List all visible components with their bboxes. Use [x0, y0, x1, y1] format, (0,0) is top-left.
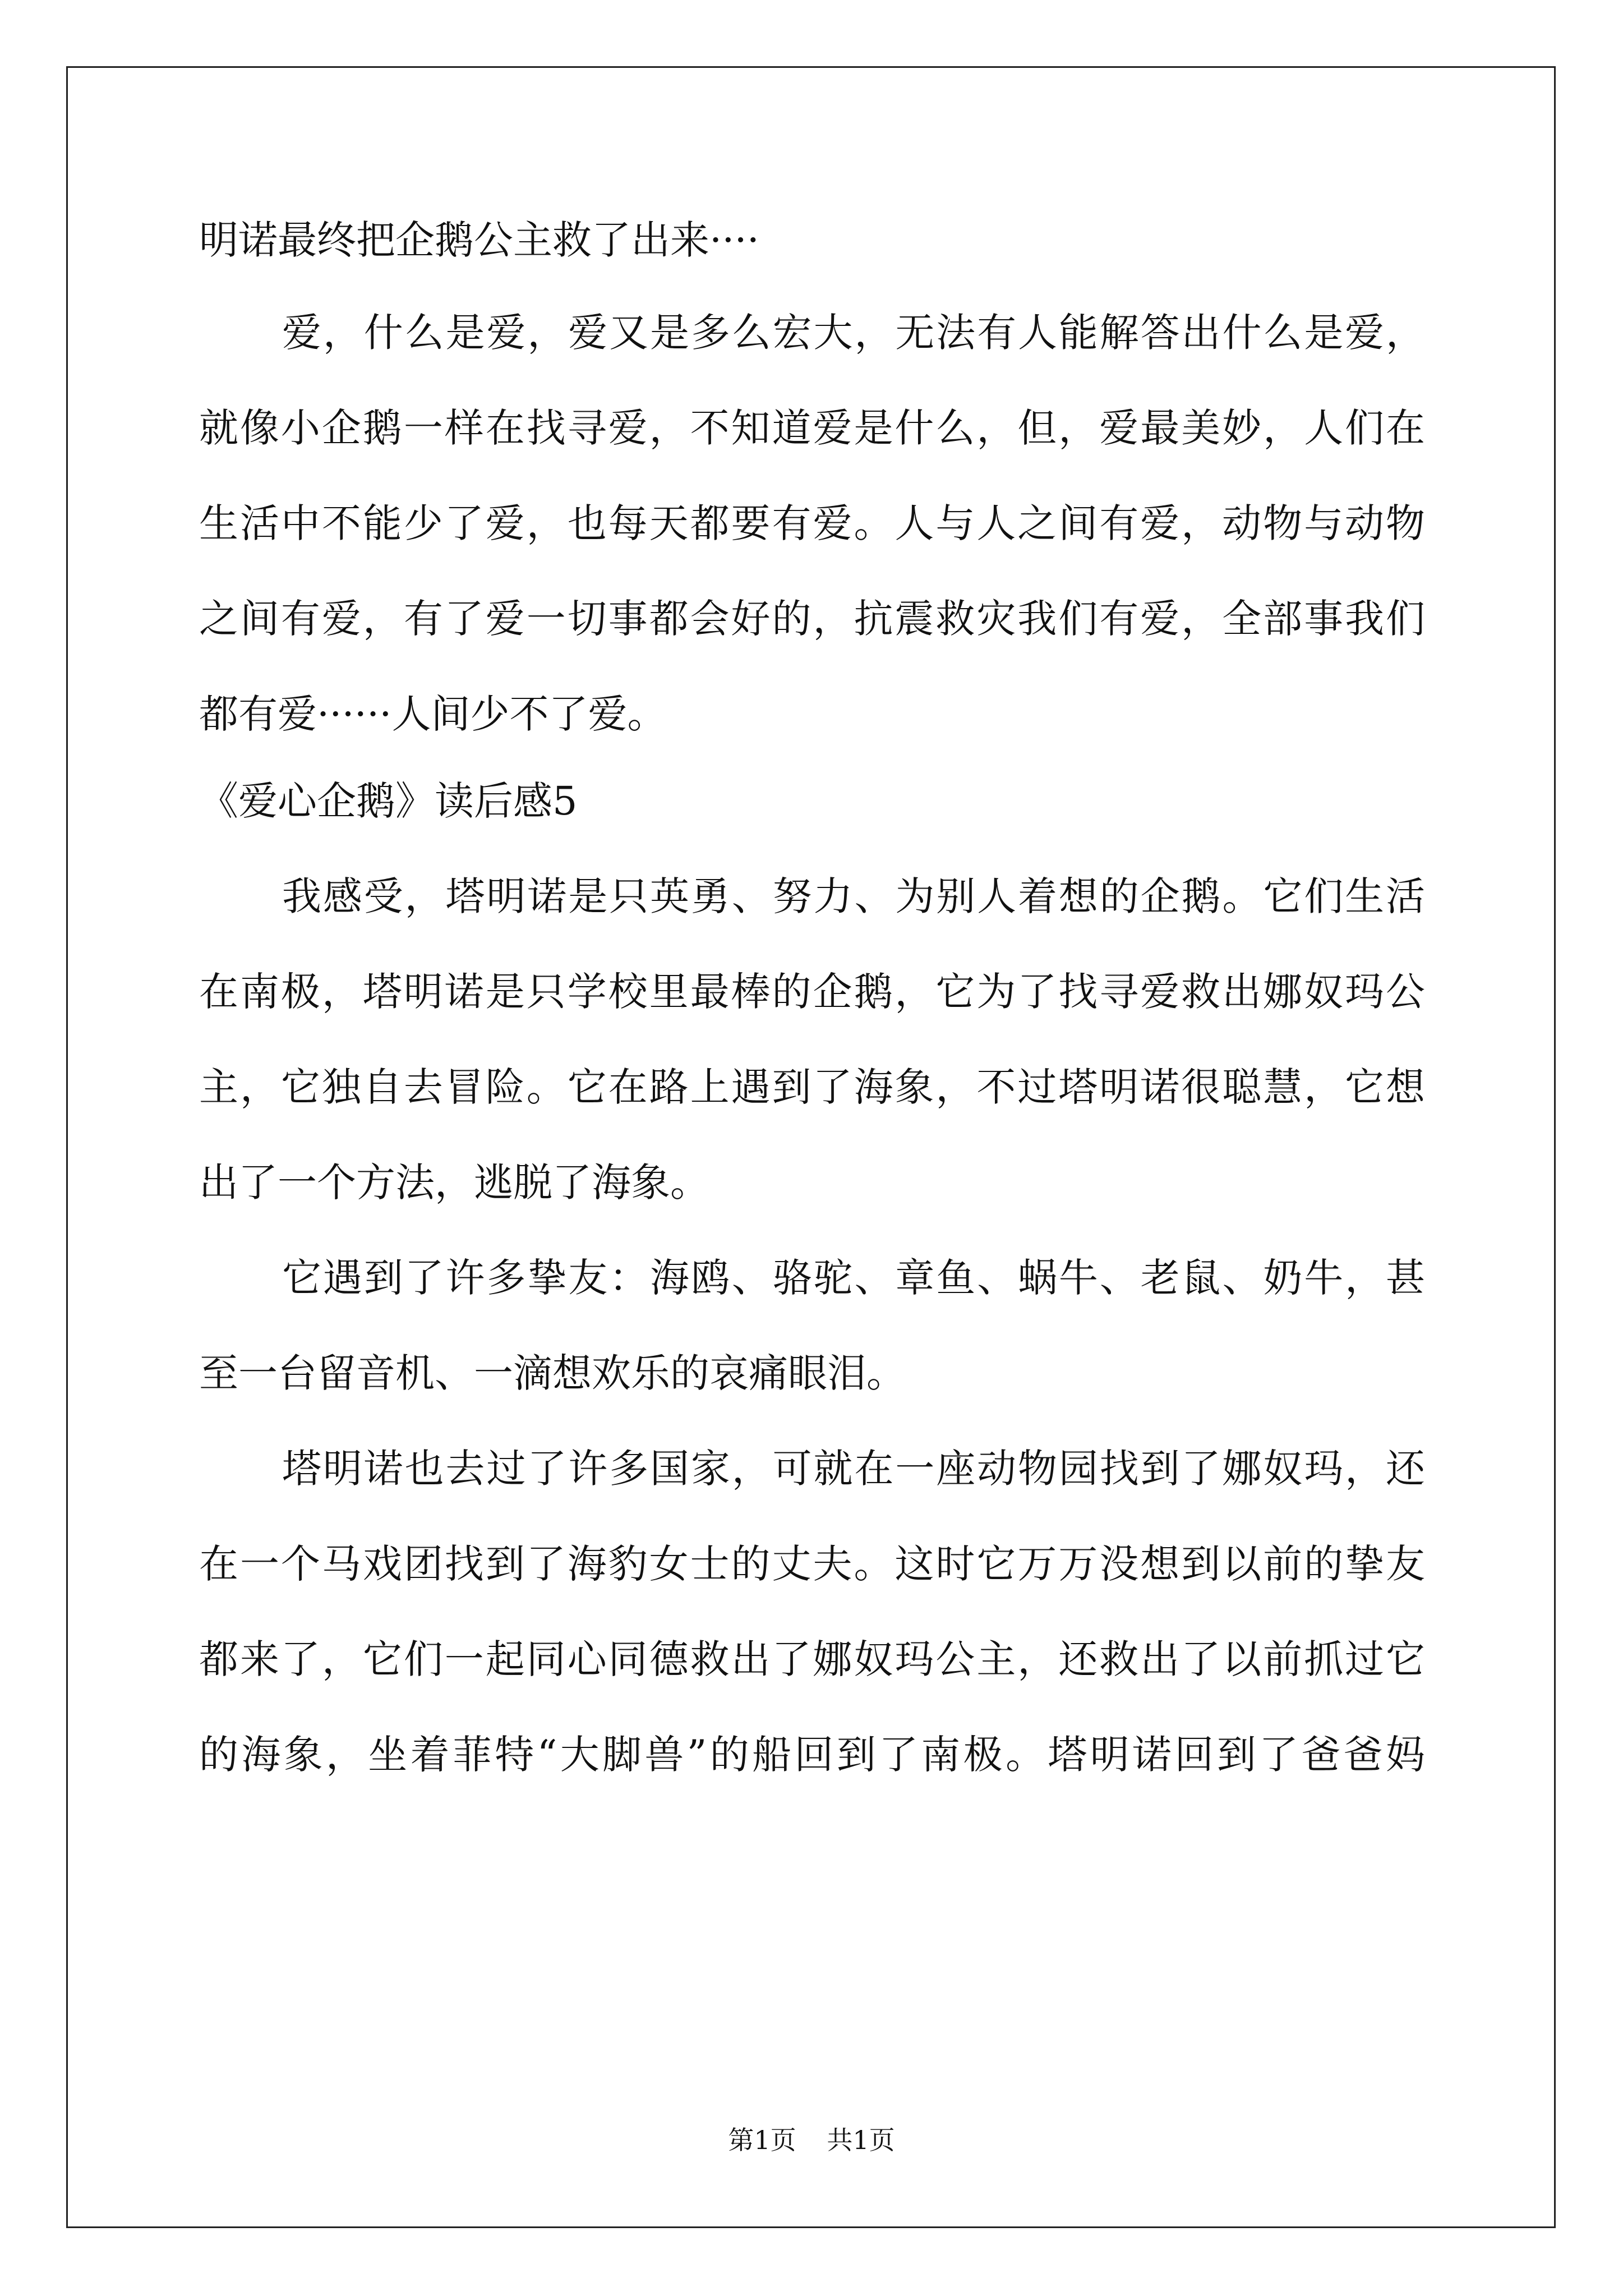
text-line: 至一台留音机、一滴想欢乐的哀痛眼泪。 [199, 1350, 906, 1396]
text-line: 都来了，它们一起同心同德救出了娜奴玛公主，还救出了以前抓过它 [199, 1636, 1425, 1682]
page-total: 共1页 [827, 2125, 895, 2155]
text-line: 主，它独自去冒险。它在路上遇到了海象，不过塔明诺很聪慧，它想 [199, 1064, 1425, 1110]
text-line: 爱，什么是爱，爱又是多么宏大，无法有人能解答出什么是爱， [282, 310, 1425, 356]
text-line: 都有爱······人间少不了爱。 [199, 691, 667, 737]
text-line: 明诺最终把企鹅公主救了出来···· [199, 217, 760, 263]
text-line: 就像小企鹅一样在找寻爱，不知道爱是什么，但，爱最美妙，人们在 [199, 405, 1425, 451]
text-line: 之间有爱，有了爱一切事都会好的，抗震救灾我们有爱，全部事我们 [199, 596, 1425, 642]
text-line: 它遇到了许多挚友：海鸥、骆驼、章鱼、蜗牛、老鼠、奶牛，甚 [282, 1255, 1425, 1301]
text-line: 生活中不能少了爱，也每天都要有爱。人与人之间有爱，动物与动物 [199, 500, 1425, 546]
section-heading: 《爱心企鹅》读后感5 [199, 778, 578, 824]
page-number: 第1页 [728, 2125, 796, 2155]
page-border [66, 66, 1556, 2228]
text-line: 我感受，塔明诺是只英勇、努力、为别人着想的企鹅。它们生活 [282, 873, 1425, 919]
text-line: 塔明诺也去过了许多国家，可就在一座动物园找到了娜奴玛，还 [282, 1446, 1425, 1492]
text-line: 出了一个方法，逃脱了海象。 [199, 1159, 709, 1205]
text-line: 的海象，坐着菲特“大脚兽”的船回到了南极。塔明诺回到了爸爸妈 [199, 1732, 1425, 1778]
text-line: 在一个马戏团找到了海豹女士的丈夫。这时它万万没想到以前的挚友 [199, 1541, 1425, 1587]
text-line: 在南极，塔明诺是只学校里最棒的企鹅，它为了找寻爱救出娜奴玛公 [199, 969, 1425, 1015]
page-footer [0, 2123, 1623, 2157]
